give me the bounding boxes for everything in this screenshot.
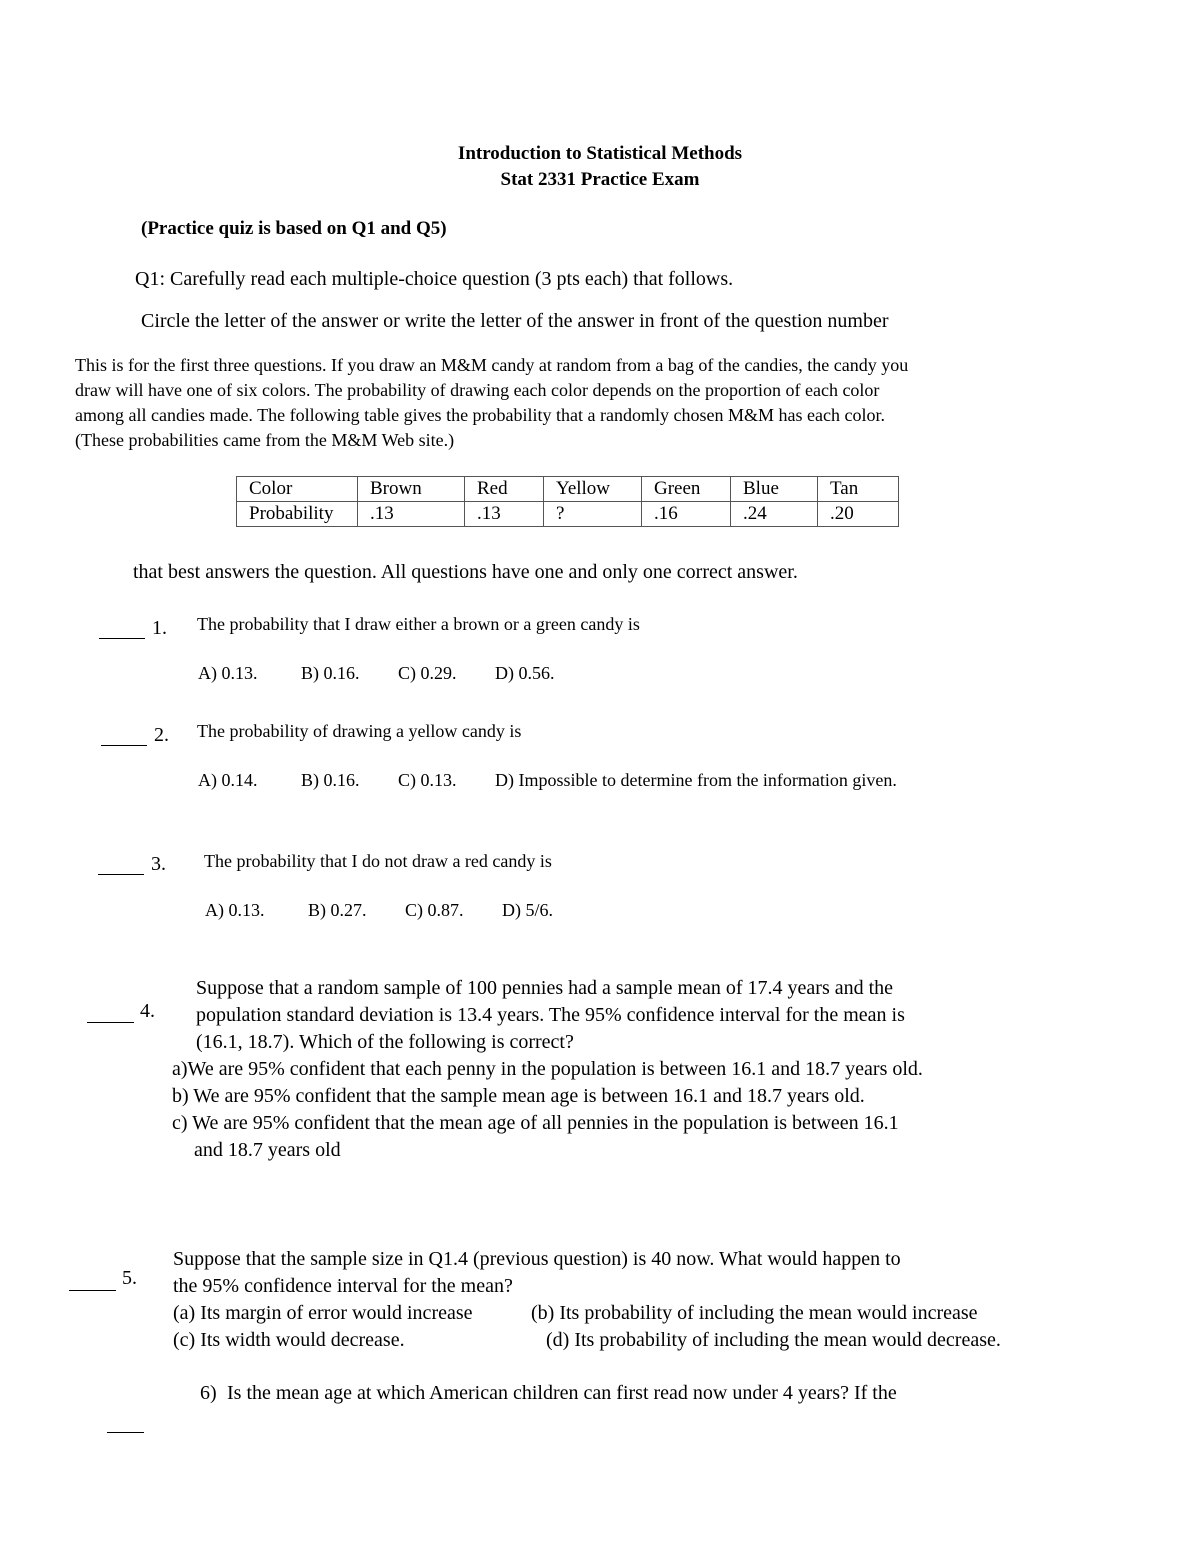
context-line: among all candies made. The following table gives the probability that a randomly chosen M&M has each color. [75,405,885,425]
option-b[interactable]: B) 0.16. [301,770,360,790]
practice-note: (Practice quiz is based on Q1 and Q5) [141,218,447,239]
option-c[interactable]: C) 0.87. [405,900,464,920]
question-line: population standard deviation is 13.4 years. The 95% confidence interval for the mean is [196,1004,905,1026]
answer-blank-5[interactable] [69,1290,116,1291]
exam-title: Introduction to Statistical Methods [457,143,743,164]
q1-instruction: Circle the letter of the answer or write the letter of the answer in front of the question number [141,310,889,332]
question-number: 6) [200,1382,217,1404]
option-c[interactable]: c) We are 95% confident that the mean age of all pennies in the population is between 16.1 [172,1112,899,1134]
table-cell: Color [237,477,358,502]
option-b[interactable]: b) We are 95% confident that the sample mean age is between 16.1 and 18.7 years old. [172,1085,865,1107]
table-cell: .24 [731,502,818,527]
option-d[interactable]: D) Impossible to determine from the information given. [495,770,897,790]
question-line: the 95% confidence interval for the mean? [173,1275,513,1297]
option-a[interactable]: a)We are 95% confident that each penny in the population is between 16.1 and 18.7 years old. [172,1058,923,1080]
option-d[interactable]: D) 5/6. [502,900,553,920]
question-number: 5. [122,1267,137,1289]
table-cell: ? [544,502,642,527]
answer-blank-6[interactable] [107,1432,144,1433]
context-line: (These probabilities came from the M&M Web site.) [75,430,455,450]
question-text: The probability of drawing a yellow candy is [197,721,522,741]
exam-subtitle: Stat 2331 Practice Exam [500,169,700,190]
table-cell: Green [642,477,731,502]
question-number: 2. [154,724,169,746]
question-number: 1. [152,617,167,639]
table-cell: Brown [358,477,465,502]
table-cell: .13 [465,502,544,527]
table-header-row [237,477,899,502]
table-cell: Yellow [544,477,642,502]
option-a[interactable]: A) 0.13. [205,900,265,920]
question-line: (16.1, 18.7). Which of the following is correct? [196,1031,574,1053]
table-cell: .20 [818,502,899,527]
table-row [237,502,899,527]
option-b[interactable]: (b) Its probability of including the mean would increase [531,1302,978,1324]
option-d[interactable]: (d) Its probability of including the mean would decrease. [546,1329,1001,1351]
option-d[interactable]: D) 0.56. [495,663,555,683]
option-b[interactable]: B) 0.16. [301,663,360,683]
context-line: draw will have one of six colors. The probability of drawing each color depends on the proportion of each color [75,380,880,400]
table-cell: .13 [358,502,465,527]
option-a[interactable]: A) 0.13. [198,663,258,683]
answer-blank-3[interactable] [98,874,144,875]
answer-blank-1[interactable] [99,638,145,639]
answer-blank-4[interactable] [87,1022,134,1023]
option-a[interactable]: A) 0.14. [198,770,258,790]
option-c[interactable]: (c) Its width would decrease. [173,1329,405,1351]
answer-blank-2[interactable] [101,745,147,746]
option-c[interactable]: C) 0.29. [398,663,457,683]
question-text: Is the mean age at which American children can first read now under 4 years? If the [227,1382,897,1404]
table-cell: Probability [237,502,358,527]
table-cell: Tan [818,477,899,502]
question-number: 3. [151,853,166,875]
mm-probability-table [236,476,899,527]
table-cell: Blue [731,477,818,502]
table-cell: Red [465,477,544,502]
option-a[interactable]: (a) Its margin of error would increase [173,1302,473,1324]
q1-continuation: that best answers the question. All questions have one and only one correct answer. [133,561,798,583]
option-c-continued: and 18.7 years old [194,1139,341,1161]
question-line: Suppose that a random sample of 100 pennies had a sample mean of 17.4 years and the [196,977,894,999]
question-text: The probability that I draw either a brown or a green candy is [197,614,640,634]
option-c[interactable]: C) 0.13. [398,770,457,790]
option-b[interactable]: B) 0.27. [308,900,367,920]
question-number: 4. [140,1000,155,1022]
question-text: The probability that I do not draw a red candy is [204,851,552,871]
q1-heading: Q1: Carefully read each multiple-choice question (3 pts each) that follows. [135,268,734,290]
question-line: Suppose that the sample size in Q1.4 (previous question) is 40 now. What would happen to [173,1248,901,1270]
context-line: This is for the first three questions. If you draw an M&M candy at random from a bag of the candies, the candy you [75,355,909,375]
table-cell: .16 [642,502,731,527]
